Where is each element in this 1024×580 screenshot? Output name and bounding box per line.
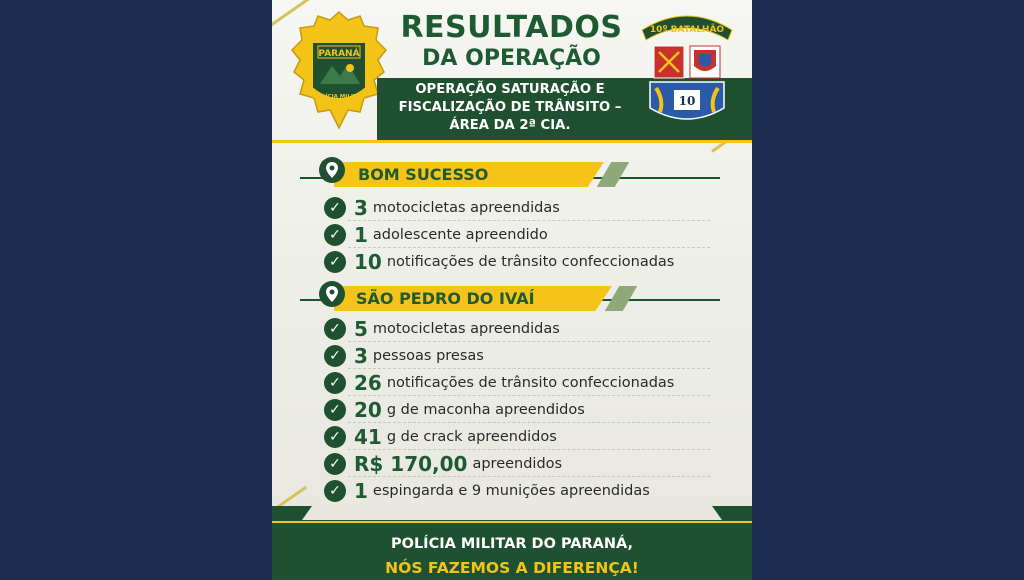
check-icon: ✓ [324,372,346,394]
item-text: espingarda e 9 munições apreendidas [372,483,650,499]
title-line-1: RESULTADOS [400,10,623,45]
item-value: 1 [354,479,368,503]
item-text: motocicletas apreendidas [372,200,560,216]
item-divider [348,449,710,450]
footer-line-1: POLÍCIA MILITAR DO PARANÁ, [390,536,633,552]
subtitle-line-3: ÁREA DA 2ª CIA. [449,118,571,133]
item-text: notificações de trânsito confeccionadas [386,375,675,391]
list-item [324,316,560,342]
check-icon: ✓ [324,251,346,273]
section-title: BOM SUCESSO [358,165,489,184]
item-value: 5 [354,317,368,341]
svg-text:10: 10 [678,94,696,108]
item-divider [348,422,710,423]
svg-text:PARANÁ: PARANÁ [318,49,360,59]
list-item [324,397,585,423]
item-divider [348,368,710,369]
item-value: 1 [354,223,368,247]
check-icon: ✓ [324,399,346,421]
check-icon: ✓ [324,345,346,367]
title-line-2: DA OPERAÇÃO [422,46,601,71]
item-divider [348,247,710,248]
item-text: motocicletas apreendidas [372,321,560,337]
check-icon: ✓ [324,197,346,219]
list-item [324,222,548,248]
item-value: 20 [354,398,382,422]
item-value: 41 [354,425,382,449]
section-title: SÃO PEDRO DO IVAÍ [356,289,535,308]
item-value: 26 [354,371,382,395]
list-item [324,451,562,477]
item-value: R$ 170,00 [354,452,468,476]
svg-text:10º BATALHÃO: 10º BATALHÃO [649,25,725,35]
item-divider [348,220,710,221]
footer-corner-decor [272,506,752,526]
item-text: g de maconha apreendidos [386,402,585,418]
footer-line-2: NÓS FAZEMOS A DIFERENÇA! [385,559,639,577]
item-value: 3 [354,196,368,220]
check-icon: ✓ [324,480,346,502]
check-icon: ✓ [324,318,346,340]
item-value: 10 [354,250,382,274]
location-pin-icon [318,156,346,190]
subtitle [384,81,636,135]
list-item [324,370,674,396]
list-item [324,249,674,275]
location-pin-icon [318,280,346,314]
item-text: notificações de trânsito confeccionadas [386,254,675,270]
item-text: pessoas presas [372,348,484,364]
list-item [324,424,557,450]
policia-militar-parana-badge [290,10,388,134]
operation-results-poster [272,0,752,580]
batalhao-emblem [638,8,736,126]
item-text: adolescente apreendido [372,227,548,243]
item-divider [348,476,710,477]
item-divider [348,395,710,396]
item-text: g de crack apreendidos [386,429,557,445]
list-item [324,343,484,369]
item-value: 3 [354,344,368,368]
subtitle-line-1: OPERAÇÃO SATURAÇÃO E [415,82,605,97]
check-icon: ✓ [324,224,346,246]
item-text: apreendidos [472,456,563,472]
list-item [324,195,560,221]
check-icon: ✓ [324,453,346,475]
list-item [324,478,650,504]
check-icon: ✓ [324,426,346,448]
svg-text:POLÍCIA MILITAR: POLÍCIA MILITAR [313,94,365,100]
subtitle-line-2: FISCALIZAÇÃO DE TRÂNSITO – [398,100,622,115]
banner-accent [597,162,629,187]
item-divider [348,341,710,342]
gold-divider [272,140,752,143]
